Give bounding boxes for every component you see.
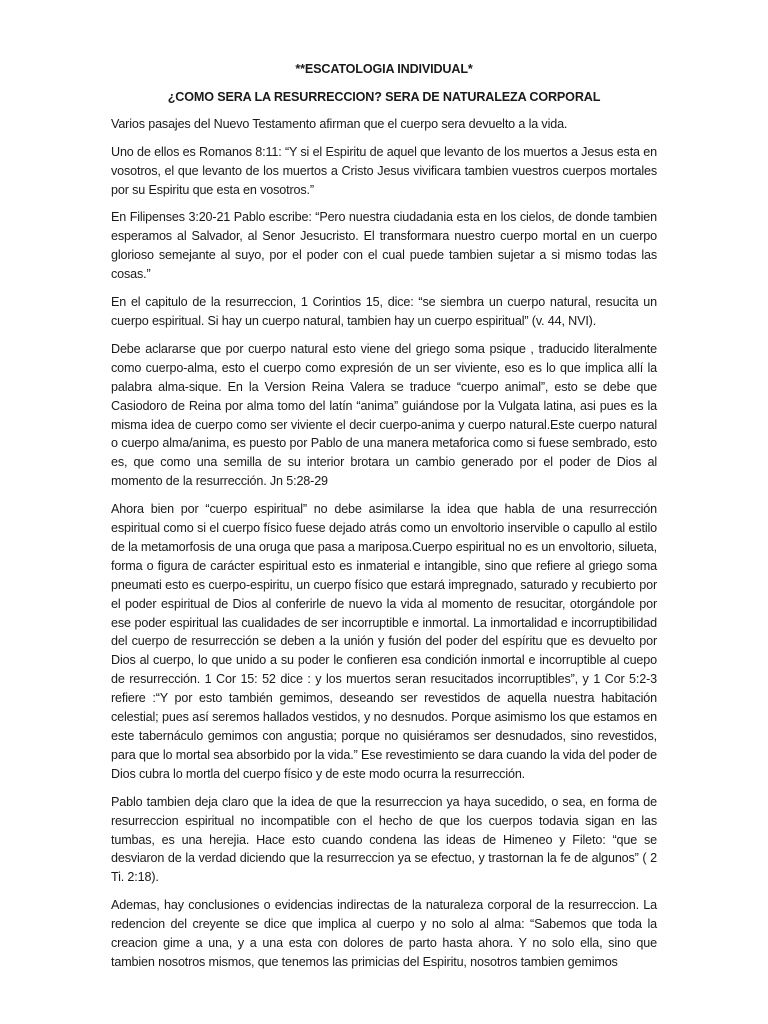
paragraph-cuerpo-natural: Debe aclararse que por cuerpo natural esto viene del griego soma psique , traducido literalmente como cuerpo-alma, esto el cuerpo como expresión de un ser viviente, eso es lo que implica allí la palabra alma-sique. En la Version Reina Valera se traduce “cuerpo animal”, esto se debe que Casiodoro de Reina por alma tomo del latín “anima” guiándose por la Vulgata latina, asi pues es la misma idea de cuerpo como ser viviente el decir cuerpo-anima y cuerpo natural.Este cuerpo natural o cuerpo alma/anima, es puesto por Pablo de una manera metaforica como si fuese sembrado, esto es, que como una semilla de su interior brotara un cambio generado por el poder de Dios al momento de la resurrección. Jn 5:28-29 xyxy=(111,341,657,489)
paragraph-intro: Varios pasajes del Nuevo Testamento afirman que el cuerpo sera devuelto a la vida. xyxy=(111,116,568,131)
paragraph-romanos: Uno de ellos es Romanos 8:11: “Y si el Espiritu de aquel que levanto de los muertos a Jesus esta en vosotros, el que levanto de los muertos a Cristo Jesus vivificara tambien vuestros cuerpos mortales por su Espiritu que esta en vosotros.” xyxy=(111,144,657,197)
paragraph-filipenses: En Filipenses 3:20-21 Pablo escribe: “Pero nuestra ciudadania esta en los cielos, de donde tambien esperamos al Salvador, al Senor Jesucristo. El transformara nuestro cuerpo mortal en un cuerpo glorioso semejante al suyo, por el poder con el cual puede tambien sujetar a si mismo todas las cosas.” xyxy=(111,210,657,282)
document-title: **ESCATOLOGIA INDIVIDUAL* xyxy=(295,62,473,76)
paragraph-cuerpo-espiritual: Ahora bien por “cuerpo espiritual” no debe asimilarse la idea que habla de una resurrección espiritual como si el cuerpo físico fuese dejado atrás como un envoltorio inservible o capullo al estilo de la metamorfosis de una oruga que pasa a mariposa.Cuerpo espiritual no es un envoltorio, silueta, forma o figura de carácter espiritual esto es inmaterial e intangible, sino que refiere al griego soma pneumati esto es cuerpo-espiritu, un cuerpo físico que estará impregnado, saturado y recubierto por el poder espiritual de Dios al conferirle de nuevo la vida al momento de resucitar, otorgándole por ese poder espiritual las cualidades de ser incorruptible e inmortal. La inmortalidad e incorruptibilidad del cuerpo de resurrección se deben a la unión y fusión del poder del espíritu que es devuelto por Dios al cuerpo, lo que unido a su poder le confieren esa condición inmortal e incorruptible al cuepo de resurrección. 1 Cor 15: 52 dice : y los muertos seran resucitados incorruptibles”, y 1 Cor 5:2-3 refiere :“Y por esto también gemimos, deseando ser revestidos de aquella nuestra habitación celestial; pues así seremos hallados vestidos, y no desnudos. Porque asimismo los que estamos en este tabernáculo gemimos con angustia; porque no quisiéramos ser desnudados, sino revestidos, para que lo mortal sea absorbido por la vida.” Ese revestimiento se dara cuando la vida del poder de Dios cubra lo mortla del cuerpo físico y de este modo ocurra la resurrección. xyxy=(111,502,657,781)
paragraph-herejia: Pablo tambien deja claro que la idea de que la resurreccion ya haya sucedido, o sea, en forma de resurreccion espiritual no incompatible con el hecho de que los cuerpos todavia sigan en las tumbas, es una herejia. Hace esto cuando condena las ideas de Himeneo y Fileto: “que se desviaron de la verdad diciendo que la resurreccion ya se efectuo, y trastornan la fe de algunos” ( 2 Ti. 2:18). xyxy=(111,794,657,885)
paragraph-corintios: En el capitulo de la resurreccion, 1 Corintios 15, dice: “se siembra un cuerpo natural, resucita un cuerpo espiritual. Si hay un cuerpo natural, tambien hay un cuerpo espiritual” (v. 44, NVI). xyxy=(111,295,657,328)
document-subtitle: ¿COMO SERA LA RESURRECCION? SERA DE NATURALEZA CORPORAL xyxy=(167,89,601,104)
paragraph-conclusiones: Ademas, hay conclusiones o evidencias indirectas de la naturaleza corporal de la resurreccion. La redencion del creyente se dice que implica al cuerpo y no solo al alma: “Sabemos que toda la creacion gime a una, y a una esta con dolores de parto hasta ahora. Y no solo ella, sino que tambien nosotros mismos, que tenemos las primicias del Espiritu, nosotros tambien gemimos xyxy=(111,898,657,969)
document-page xyxy=(111,58,657,981)
